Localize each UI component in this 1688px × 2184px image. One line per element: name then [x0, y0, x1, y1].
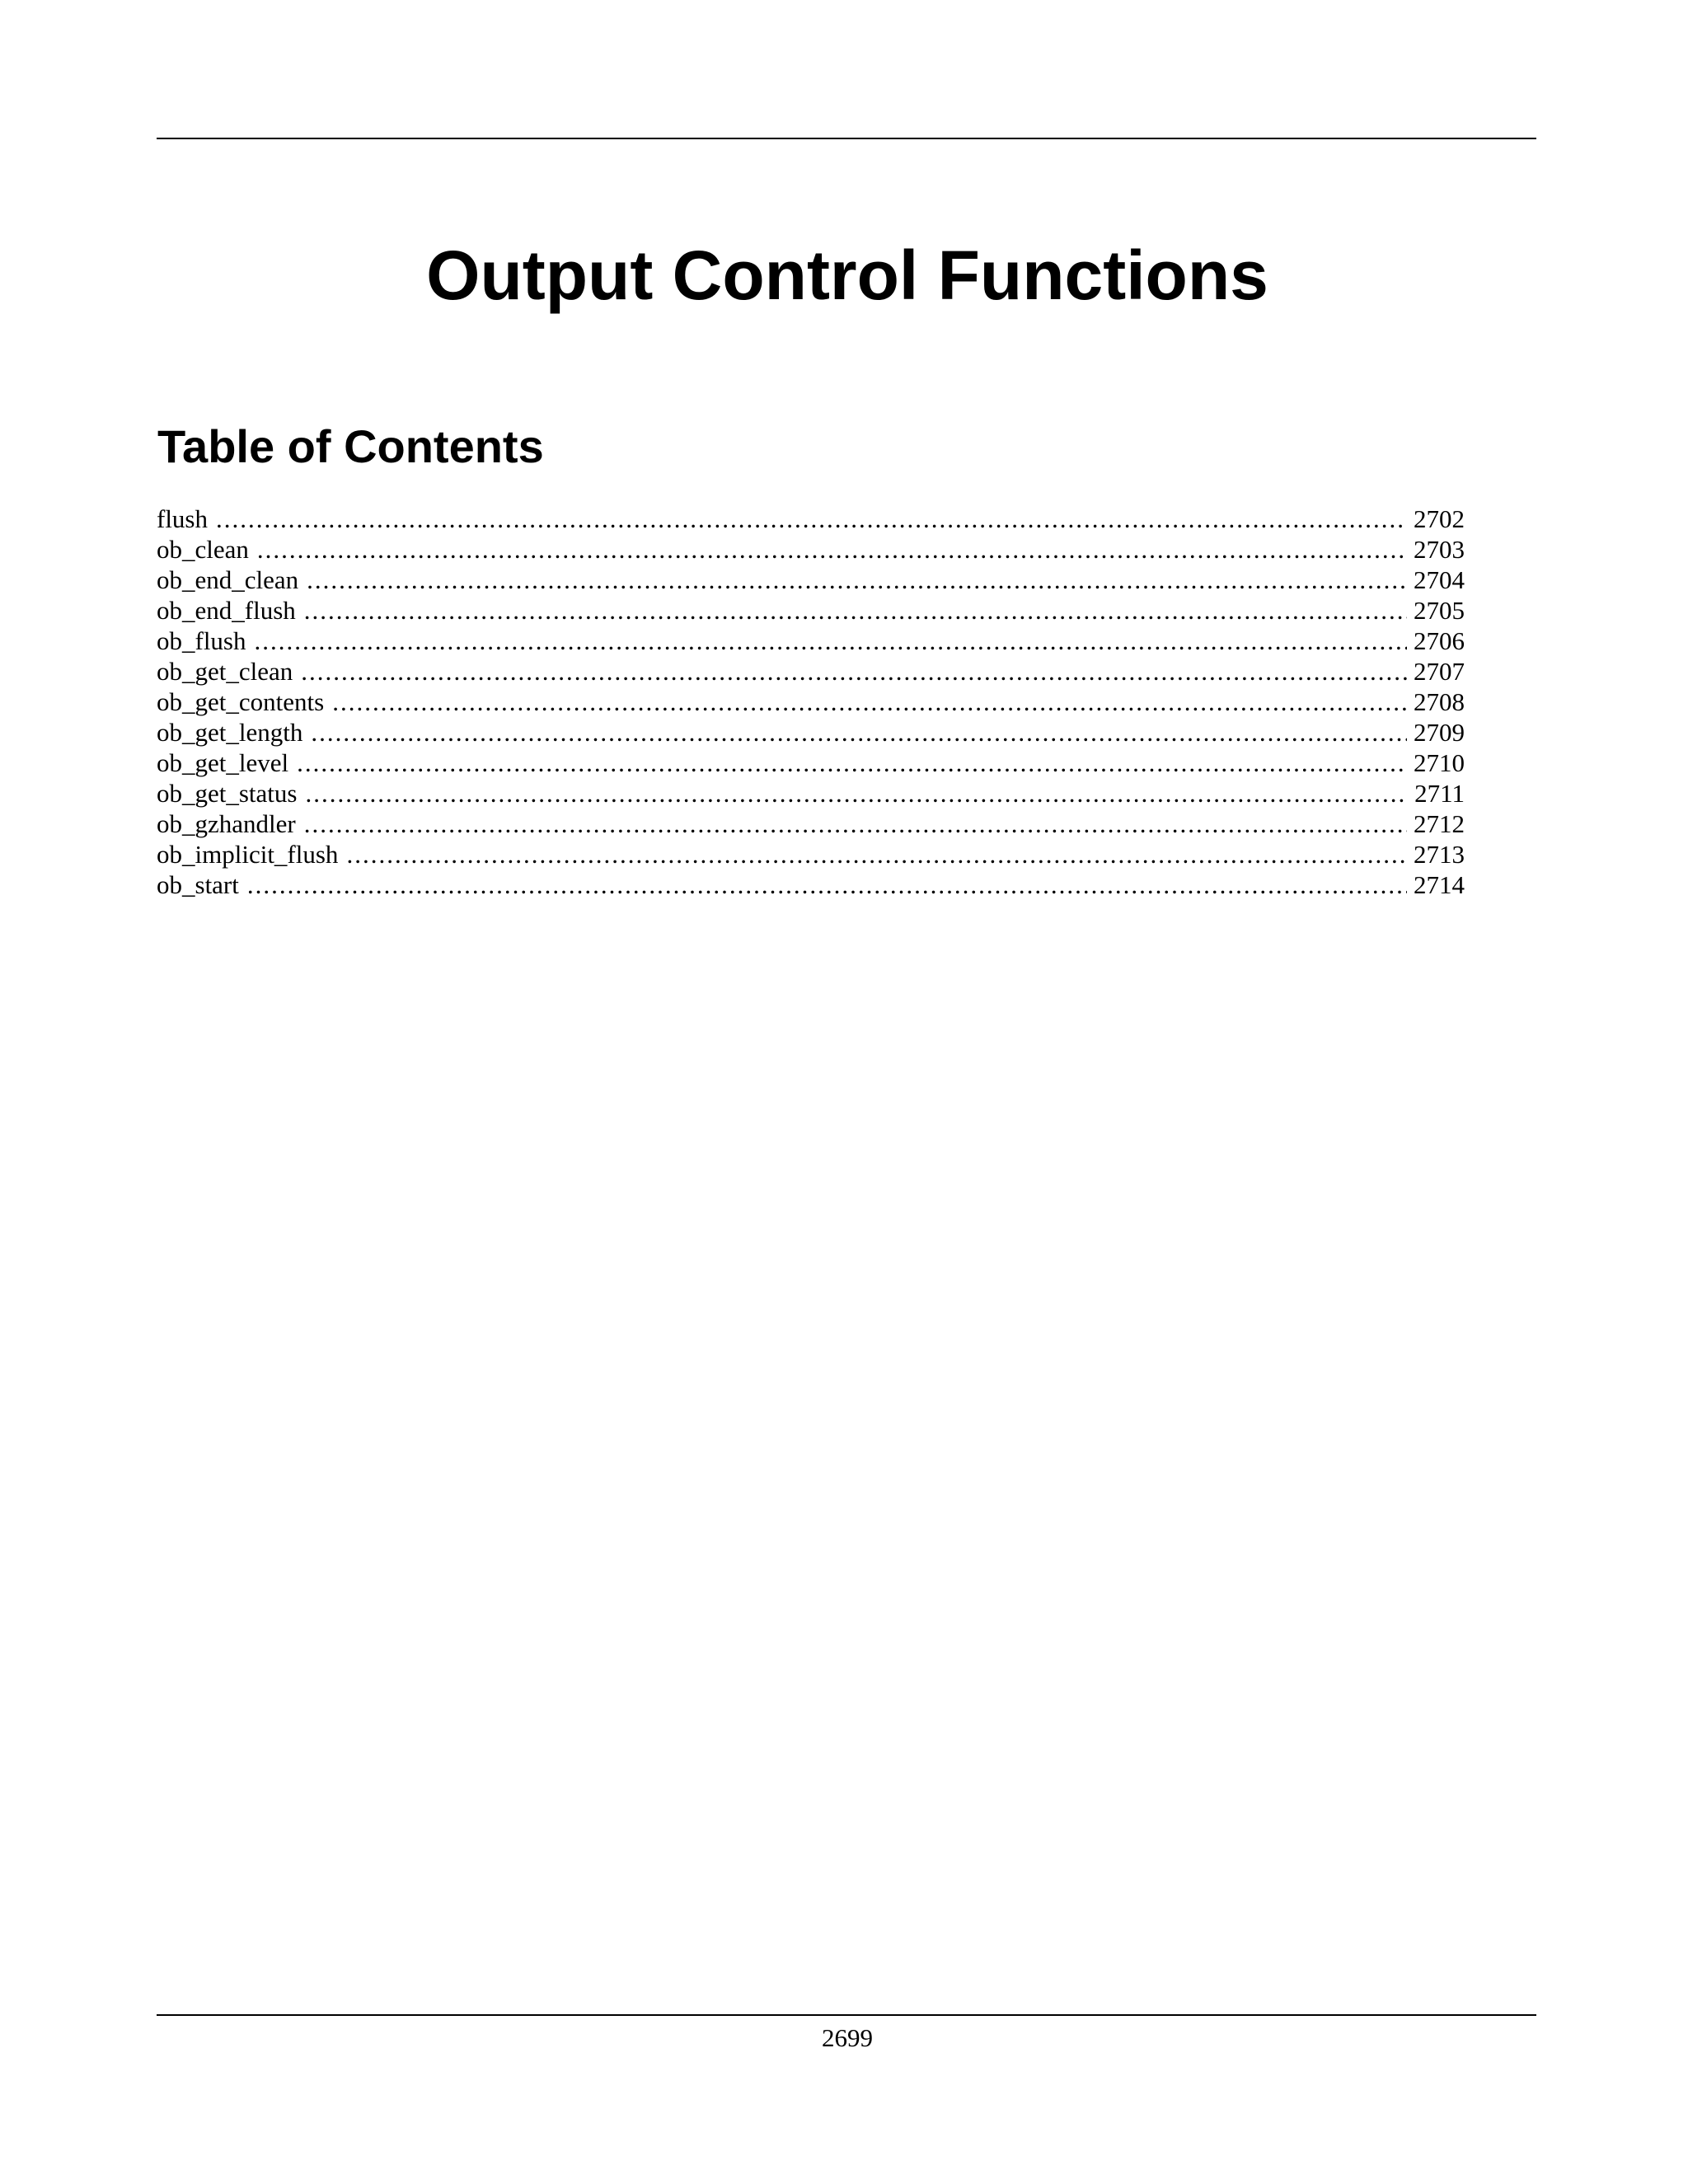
toc-entry-label: ob_end_clean [157, 565, 299, 594]
toc-entry-page: 2710 [1414, 748, 1465, 777]
toc-entry-ob-start[interactable] [157, 869, 1465, 900]
toc-entry-label: ob_get_contents [157, 687, 325, 716]
dot-leader [247, 869, 1407, 900]
dot-leader [216, 504, 1407, 534]
dot-leader [311, 717, 1407, 748]
toc-entry-page: 2705 [1414, 596, 1465, 625]
toc-entry-label: ob_clean [157, 535, 249, 564]
dot-leader [255, 626, 1408, 656]
toc-entry-page: 2714 [1414, 870, 1465, 899]
toc-entry-label: ob_start [157, 870, 239, 899]
dot-leader [307, 565, 1407, 595]
toc-entry-page: 2713 [1414, 840, 1465, 869]
toc-entry-ob-implicit-flush[interactable] [157, 839, 1465, 869]
toc-entry-label: ob_get_clean [157, 657, 293, 686]
toc-entry-label: ob_get_length [157, 718, 303, 747]
dot-leader [306, 778, 1409, 808]
dot-leader [301, 656, 1407, 687]
dot-leader [346, 839, 1407, 869]
toc-entry-page: 2702 [1414, 504, 1465, 533]
dot-leader [304, 808, 1407, 839]
toc-entry-page: 2711 [1414, 779, 1465, 808]
toc-entry-ob-flush[interactable] [157, 626, 1465, 656]
toc-entry-page: 2712 [1414, 809, 1465, 838]
toc-entry-ob-clean[interactable] [157, 534, 1465, 565]
dot-leader [332, 687, 1407, 717]
toc-entry-ob-get-length[interactable] [157, 717, 1465, 748]
toc-entry-label: ob_end_flush [157, 596, 296, 625]
toc-heading: Table of Contents [157, 420, 544, 472]
toc-entry-label: ob_gzhandler [157, 809, 296, 838]
toc-entry-page: 2709 [1414, 718, 1465, 747]
toc-entry-label: ob_get_level [157, 748, 289, 777]
toc-entry-label: ob_implicit_flush [157, 840, 339, 869]
toc-entry-flush[interactable] [157, 504, 1465, 534]
dot-leader [257, 534, 1407, 565]
toc-entry-ob-gzhandler[interactable] [157, 808, 1465, 839]
footer-rule [157, 2014, 1536, 2016]
toc-entry-ob-end-clean[interactable] [157, 565, 1465, 595]
toc-entry-label: flush [157, 504, 208, 533]
dot-leader [304, 595, 1407, 626]
toc-entry-page: 2703 [1414, 535, 1465, 564]
chapter-title: Output Control Functions [426, 237, 1268, 314]
toc-entry-page: 2708 [1414, 687, 1465, 716]
toc-entry-ob-get-contents[interactable] [157, 687, 1465, 717]
toc-entry-page: 2704 [1414, 565, 1465, 594]
dot-leader [297, 748, 1407, 778]
toc-entry-label: ob_flush [157, 626, 246, 655]
toc-entry-ob-get-level[interactable] [157, 748, 1465, 778]
page-number: 2699 [822, 2023, 873, 2052]
toc-entry-ob-end-flush[interactable] [157, 595, 1465, 626]
table-of-contents [157, 504, 1465, 900]
toc-entry-label: ob_get_status [157, 779, 298, 808]
toc-entry-page: 2707 [1414, 657, 1465, 686]
toc-entry-page: 2706 [1414, 626, 1465, 655]
toc-entry-ob-get-clean[interactable] [157, 656, 1465, 687]
toc-entry-ob-get-status[interactable] [157, 778, 1465, 808]
header-rule [157, 138, 1536, 139]
